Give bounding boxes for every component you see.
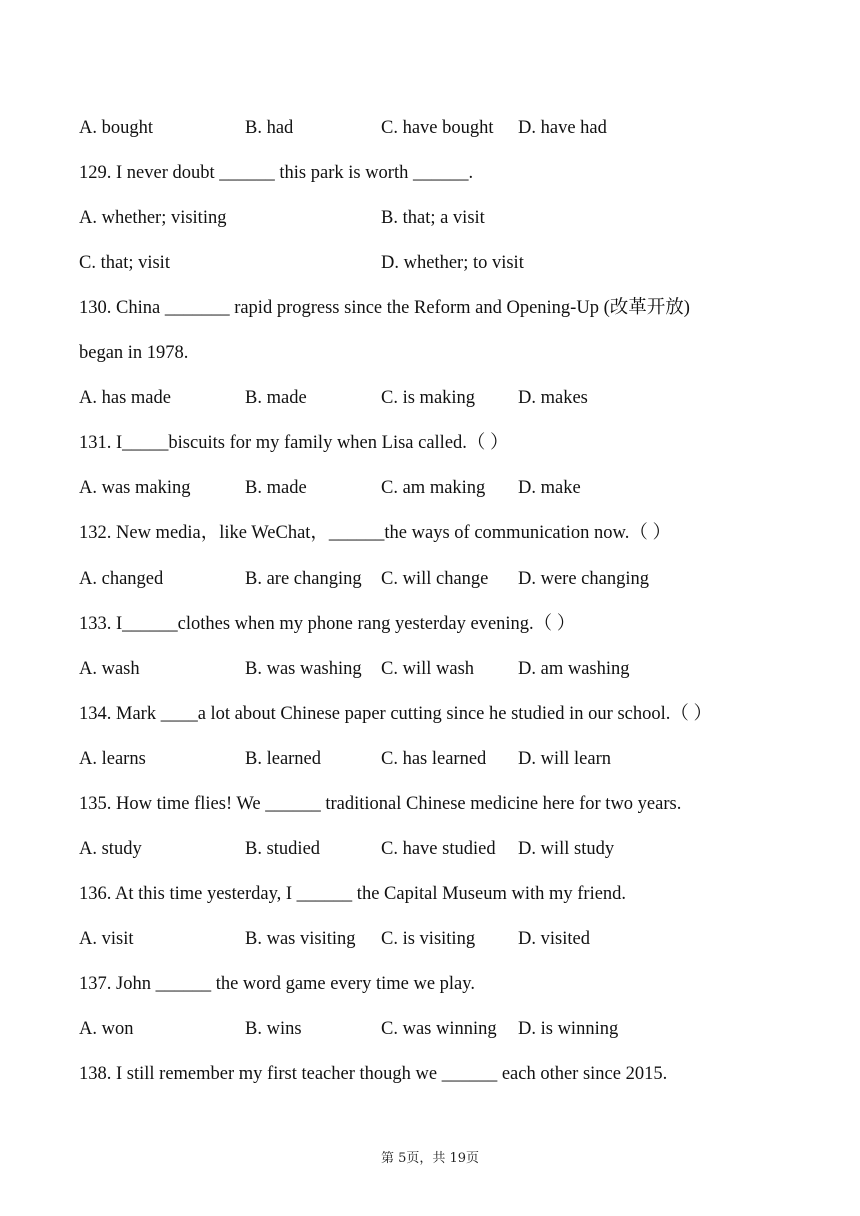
answer-options-row (79, 747, 840, 792)
answer-options-row (79, 251, 840, 296)
answer-option: C. was winning (381, 1019, 497, 1039)
answer-options-row (79, 567, 840, 612)
answer-option: D. were changing (518, 568, 649, 589)
answer-option: C. have bought (381, 118, 494, 138)
answer-option: D. whether; to visit (381, 253, 524, 274)
question-text (79, 702, 840, 747)
answer-option: B. studied (245, 838, 321, 859)
answer-option: B. made (245, 478, 307, 499)
question-text (79, 296, 840, 341)
question-text (79, 972, 840, 1017)
answer-option: A. changed (79, 568, 164, 589)
answer-option: C. has learned (381, 748, 487, 769)
answer-option: B. are changing (245, 568, 362, 589)
question-line: 134. Mark ____a lot about Chinese paper cutting since he studied in our school.（ ） (79, 703, 712, 724)
answer-option: C. that; visit (79, 253, 170, 274)
answer-option: D. visited (518, 928, 590, 949)
answer-options-row (79, 206, 840, 251)
question-text (79, 882, 840, 927)
question-line: 136. At this time yesterday, I ______ the Capital Museum with my friend. (79, 883, 627, 904)
answer-option: C. have studied (381, 838, 496, 859)
answer-options-row (79, 476, 840, 521)
answer-option: B. was washing (245, 658, 362, 679)
answer-option: A. was making (79, 478, 191, 499)
question-text (79, 341, 840, 386)
answer-option: B. had (245, 118, 294, 138)
answer-option: B. learned (245, 748, 322, 769)
question-text (79, 792, 840, 837)
question-text (79, 521, 840, 566)
answer-options-row (79, 386, 840, 431)
answer-options-row (79, 927, 840, 972)
answer-option: C. is making (381, 388, 476, 409)
answer-option: A. learns (79, 748, 146, 769)
question-text (79, 161, 840, 206)
page-footer: 第 5页，共 19页 (380, 1151, 480, 1166)
question-line: 131. I_____biscuits for my family when Lisa called.（ ） (79, 433, 509, 454)
question-line: 138. I still remember my first teacher though we ______ each other since 2015. (79, 1064, 668, 1085)
answer-option: D. am washing (518, 658, 630, 679)
answer-option: A. bought (79, 118, 153, 138)
answer-option: B. that; a visit (381, 208, 485, 229)
answer-option: A. has made (79, 388, 171, 409)
answer-option: B. made (245, 388, 307, 409)
answer-option: A. visit (79, 928, 134, 949)
question-text (79, 1062, 840, 1107)
answer-option: D. have had (518, 118, 607, 138)
answer-option: D. will study (518, 838, 615, 859)
answer-option: D. will learn (518, 748, 611, 769)
question-line: 133. I______clothes when my phone rang yesterday evening.（ ） (79, 613, 576, 634)
answer-option: C. am making (381, 478, 486, 499)
answer-option: B. was visiting (245, 928, 356, 949)
answer-option: A. won (79, 1019, 134, 1039)
question-text (79, 431, 840, 476)
answer-option: A. study (79, 838, 142, 859)
question-line: 130. China _______ rapid progress since the Reform and Opening-Up (改革开放) (79, 298, 690, 319)
answer-option: C. will change (381, 568, 489, 589)
question-line: began in 1978. (79, 343, 189, 364)
question-line: 137. John ______ the word game every time we play. (79, 973, 475, 994)
answer-option: C. will wash (381, 658, 475, 679)
answer-options-row (79, 1017, 840, 1062)
question-line: 135. How time flies! We ______ traditional Chinese medicine here for two years. (79, 793, 682, 814)
answer-option: C. is visiting (381, 928, 476, 949)
answer-option: D. is winning (518, 1019, 619, 1039)
answer-option: A. whether; visiting (79, 208, 227, 229)
answer-options-row (79, 837, 840, 882)
answer-options-row (79, 116, 840, 161)
answer-option: D. make (518, 478, 581, 499)
question-line: 129. I never doubt ______ this park is worth ______. (79, 163, 474, 184)
question-text (79, 612, 840, 657)
answer-option: A. wash (79, 658, 140, 679)
question-line: 132. New media，like WeChat，______the ways of communication now.（ ） (79, 523, 671, 544)
answer-option: D. makes (518, 388, 588, 409)
answer-options-row (79, 657, 840, 702)
answer-option: B. wins (245, 1019, 302, 1039)
